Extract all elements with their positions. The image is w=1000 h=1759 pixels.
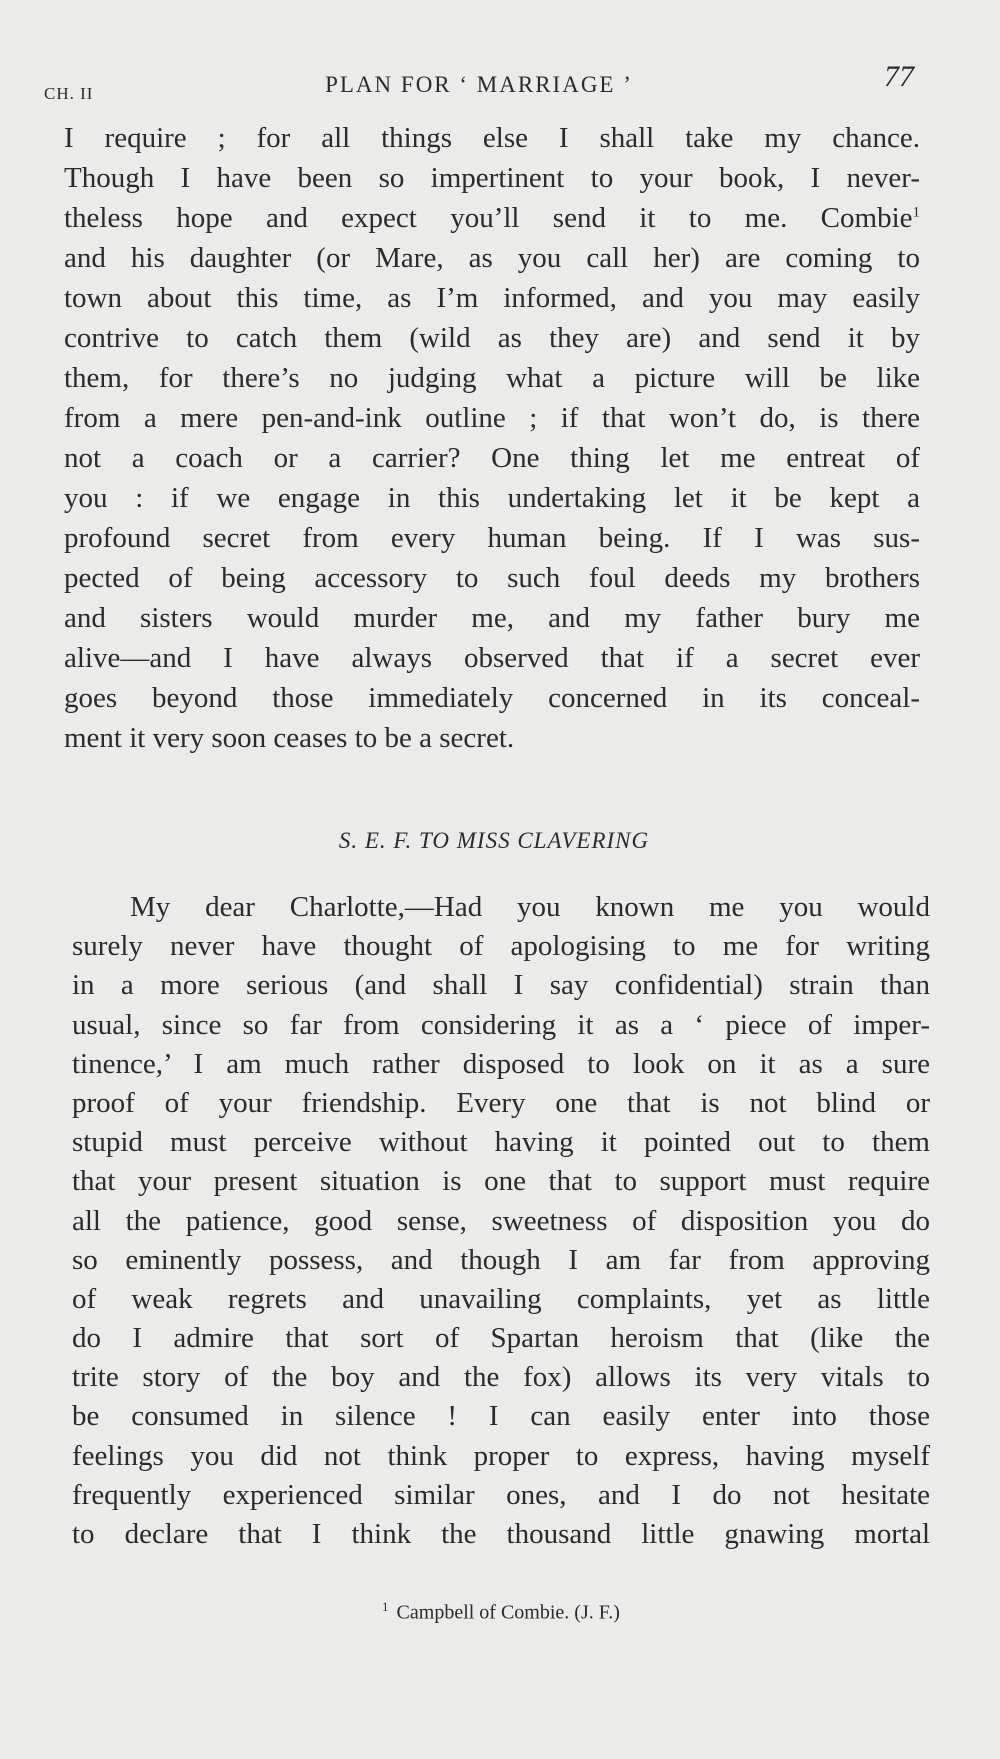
text-line: and sisters would murder me, and my father bury me [64,602,920,634]
text-line: pected of being accessory to such foul deeds my brothers [64,562,920,594]
text-line: alive—and I have always observed that if a secret ever [64,642,920,674]
chapter-label: CH. II [44,84,94,103]
footnote-reference: 1 [912,204,920,221]
text-line: and his daughter (or Mare, as you call her) are coming to [64,242,920,274]
text-line: them, for there’s no judging what a picture will be like [64,362,920,394]
section-heading: S. E. F. TO MISS CLAVERING [338,828,650,853]
text-line: contrive to catch them (wild as they are) and send it by [64,322,920,354]
running-title: PLAN FOR ‘ MARRIAGE ’ [325,72,633,97]
text-line: frequently experienced similar ones, and I do not hesitate [72,1478,930,1511]
text-line: ment it very soon ceases to be a secret. [64,722,515,754]
text-line: proof of your friendship. Every one that is not blind or [72,1086,930,1119]
footnote-mark: 1 [382,1599,389,1614]
text-line: town about this time, as I’m informed, and you may easily [64,282,920,314]
text-line: not a coach or a carrier? One thing let me entreat of [64,442,920,474]
text-line: do I admire that sort of Spartan heroism that (like the [72,1322,930,1355]
text-line: in a more serious (and shall I say confidential) strain than [72,969,930,1002]
footnote-text: Campbell of Combie. (J. F.) [396,1601,620,1624]
text-line: profound secret from every human being. If I was sus- [64,522,920,554]
text-line: goes beyond those immediately concerned in its conceal- [64,682,920,714]
text-line: feelings you did not think proper to express, having myself [72,1439,930,1472]
letter-text [72,888,930,1554]
text-line: trite story of the boy and the fox) allows its very vitals to [72,1361,930,1394]
text-line: stupid must perceive without having it pointed out to them [72,1126,930,1159]
text-line: My dear Charlotte,—Had you known me you would [130,891,930,923]
text-line: that your present situation is one that to support must require [72,1165,930,1198]
text-line: I require ; for all things else I shall take my chance. [64,122,920,154]
text-line: of weak regrets and unavailing complaints, yet as little [72,1282,930,1315]
text-line: usual, since so far from considering it as a ‘ piece of imper- [72,1008,930,1041]
text-line: surely never have thought of apologising to me for writing [72,930,930,963]
text-line-content: theless hope and expect you’ll send it to me. Combie [64,202,913,234]
text-line: you : if we engage in this undertaking let it be kept a [64,482,920,514]
text-line: to declare that I think the thousand little gnawing mortal [72,1518,930,1550]
text-line-with-footnote [64,198,920,238]
body-text [64,118,920,758]
text-line: so eminently possess, and though I am far from approving [72,1243,930,1276]
footnote [72,1599,930,1625]
text-line: all the patience, good sense, sweetness of disposition you do [72,1204,930,1237]
text-line: Though I have been so impertinent to your book, I never- [64,162,920,194]
running-head [44,56,914,106]
text-line: be consumed in silence ! I can easily enter into those [72,1400,930,1433]
page-number: 77 [884,60,914,93]
text-line: from a mere pen-and-ink outline ; if that won’t do, is there [64,402,920,434]
text-line: tinence,’ I am much rather disposed to look on it as a sure [72,1047,930,1080]
